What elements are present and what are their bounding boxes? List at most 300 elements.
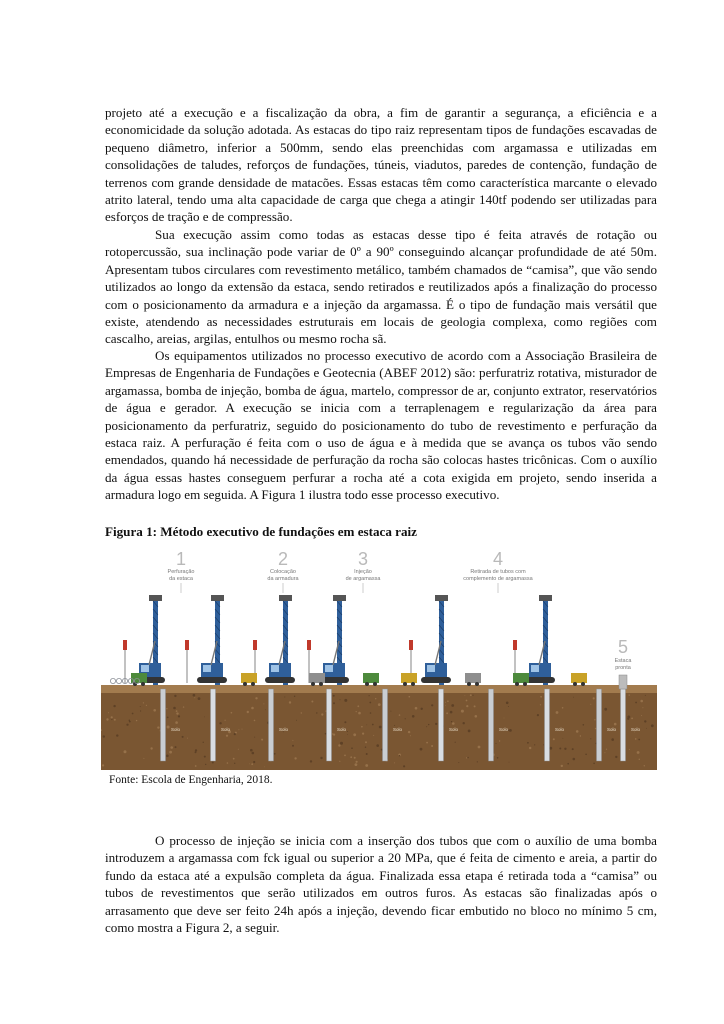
pile-tube <box>211 689 216 761</box>
equipment-wheel <box>319 682 323 686</box>
soil-label: Solo <box>393 727 403 732</box>
step-caption-5-line2: pronta <box>615 665 631 671</box>
equipment-wheel <box>573 682 577 686</box>
soil-speckle <box>644 720 646 722</box>
rig-head <box>435 595 448 601</box>
step-caption-3: Injeção <box>354 569 372 575</box>
soil-speckle <box>594 719 595 720</box>
rig-valve <box>253 640 257 650</box>
soil-speckle <box>234 763 235 764</box>
soil-speckle <box>593 763 595 765</box>
soil-speckle <box>583 724 585 726</box>
soil-speckle <box>445 702 446 703</box>
soil-speckle <box>431 745 433 747</box>
soil-speckle <box>140 710 141 711</box>
drilling-rig <box>123 595 165 685</box>
soil-speckle <box>265 709 266 710</box>
soil-speckle <box>143 702 144 703</box>
soil-speckle <box>227 762 229 764</box>
soil-speckle <box>379 726 382 729</box>
soil-speckle <box>403 765 405 767</box>
soil-speckle <box>576 730 579 733</box>
soil-speckle <box>333 702 335 704</box>
soil-speckle <box>606 749 607 750</box>
soil-speckle <box>580 735 581 736</box>
paragraph-1: projeto até a execução e a fiscalização da obra, a fim de garantir a segurança, a eficiência e a economicidade da solução adotada. As estacas do tipo raiz representam tipos de fundações escavadas de pequeno diâmetro, inferior a 500mm, sendo elas preenchidas com argamassa e utilizadas em consolidações de taludes, reforços de fundações, túneis, viadutos, paredes de contenção, fundação de terrenos com grande densidade de matacões. Essas estacas têm como característica marcante o elevado atrito lateral, tendo uma alta capacidade de carga que chega a atingir 140tf podendo ser utilizadas para esforços de tração e de compressão. <box>105 105 657 225</box>
soil-speckle <box>373 735 374 736</box>
soil-speckle <box>504 718 505 719</box>
soil-speckle <box>103 735 105 737</box>
soil-speckle <box>114 719 116 721</box>
drilling-rig <box>513 595 555 685</box>
soil-speckle <box>124 750 127 753</box>
soil-speckle <box>176 712 178 714</box>
stacked-tube <box>116 678 121 683</box>
soil-speckle <box>338 744 340 746</box>
soil-speckle <box>174 695 176 697</box>
soil-speckle <box>556 711 559 714</box>
soil-speckle <box>195 751 197 753</box>
soil-speckle <box>203 742 204 743</box>
soil-speckle <box>153 709 156 712</box>
soil-speckle <box>497 757 499 759</box>
soil-speckle <box>365 747 366 748</box>
soil-speckle <box>567 763 569 765</box>
soil-speckle <box>509 729 512 732</box>
soil-speckle <box>325 733 327 735</box>
soil-speckle <box>415 707 418 710</box>
soil-speckle <box>150 747 152 749</box>
rig-valve <box>409 640 413 650</box>
soil-speckle <box>250 749 253 752</box>
soil-speckle <box>284 697 285 698</box>
soil-speckle <box>615 756 617 758</box>
soil-speckle <box>358 712 361 715</box>
soil-speckle <box>445 705 446 706</box>
soil-speckle <box>294 696 295 697</box>
rig-tracks <box>197 677 227 683</box>
paragraph-2: Sua execução assim como todas as estacas desse tipo é feita através de rotação ou rotopercussão, sua inclinação pode variar de 0º a 90º conseguindo alcançar profundidade de até 50m. Apresentam tubos circulares com revestimento metálico, também chamados de “camisa”, que vão sendo utilizados ao longo da extensão da estaca, sendo retirados e reutilizados após a finalização do processo com o posicionamento da armadura e a injeção da argamassa. É o tipo de fundação mais versátil que existe, atendendo as necessidades estruturais em locais de geologia complexa, como regiões com cascalho, areias, argilas, entulhos ou mesmo rocha sã. <box>105 227 657 347</box>
soil-speckle <box>465 695 466 696</box>
soil-speckle <box>376 744 379 747</box>
soil-speckle <box>238 729 239 730</box>
soil-speckle <box>369 695 370 696</box>
soil-speckle <box>631 718 633 720</box>
soil-speckle <box>635 702 637 704</box>
step-caption-3-line2: de argamassa <box>345 576 381 582</box>
pile-tube <box>597 689 602 761</box>
soil-speckle <box>365 741 367 743</box>
rig-head <box>211 595 224 601</box>
soil-speckle <box>405 718 406 719</box>
soil-speckle <box>111 719 112 720</box>
rig-valve <box>185 640 189 650</box>
soil-speckle <box>219 722 221 724</box>
soil-speckle <box>446 712 448 714</box>
soil-speckle <box>644 765 645 766</box>
soil-speckle <box>470 694 472 696</box>
step-number-4: 4 <box>492 549 504 569</box>
rig-cab-window <box>203 665 211 672</box>
soil-speckle <box>253 761 255 763</box>
rig-cab-window <box>141 665 149 672</box>
soil-label: Solo <box>607 727 617 732</box>
soil-speckle <box>463 722 465 724</box>
soil-speckle <box>478 746 481 749</box>
step-caption-4: Retirada de tubos com <box>470 569 526 575</box>
soil-speckle <box>573 697 574 698</box>
soil-speckle <box>534 744 535 745</box>
soil-speckle <box>194 697 195 698</box>
soil-label: Solo <box>499 727 509 732</box>
soil-speckle <box>458 762 459 763</box>
soil-speckle <box>378 703 381 706</box>
soil-speckle <box>251 763 253 765</box>
step-caption-5: Estaca <box>614 658 632 664</box>
soil-speckle <box>475 715 478 718</box>
figure-title: Figura 1: Método executivo de fundações em estaca raiz <box>105 524 417 539</box>
soil-speckle <box>212 762 214 764</box>
equipment-wheel <box>475 682 479 686</box>
soil-speckle <box>225 720 226 721</box>
soil-speckle <box>421 708 423 710</box>
pile-tube <box>621 689 626 761</box>
support-equipment <box>401 673 417 683</box>
step-caption-1: Perfuração <box>167 569 195 575</box>
soil-speckle <box>590 704 591 705</box>
stacked-tube <box>110 678 115 683</box>
soil-speckle <box>169 751 172 754</box>
soil-speckle <box>529 747 531 749</box>
step-number-2: 2 <box>277 549 289 569</box>
soil-speckle <box>564 748 566 750</box>
pile-tube <box>545 689 550 761</box>
soil-speckle <box>370 712 372 714</box>
soil-label: Solo <box>555 727 565 732</box>
soil-speckle <box>466 700 468 702</box>
soil-speckle <box>428 724 429 725</box>
soil-speckle <box>111 716 113 718</box>
drilling-rig <box>307 595 349 685</box>
soil-speckle <box>170 746 173 749</box>
soil-speckle <box>234 733 236 735</box>
soil-speckle <box>355 763 358 766</box>
equipment-wheel <box>523 682 527 686</box>
soil-speckle <box>255 697 257 699</box>
soil-speckle <box>466 705 468 707</box>
equipment-wheel <box>365 682 369 686</box>
soil-speckle <box>412 715 415 718</box>
soil-speckle <box>585 754 587 756</box>
rig-valve <box>513 640 517 650</box>
soil-speckle <box>563 738 564 739</box>
soil-speckle <box>204 756 206 758</box>
soil-speckle <box>113 705 115 707</box>
soil-speckle <box>340 742 343 745</box>
rig-cab-window <box>427 665 435 672</box>
soil-speckle <box>431 704 433 706</box>
soil-speckle <box>296 720 297 721</box>
soil-speckle <box>452 722 455 725</box>
soil-speckle <box>347 731 348 732</box>
soil-speckle <box>195 765 197 767</box>
soil-speckle <box>451 721 452 722</box>
soil-speckle <box>366 753 368 755</box>
support-equipment <box>363 673 379 683</box>
soil-speckle <box>611 738 614 741</box>
soil-speckle <box>347 734 348 735</box>
soil-speckle <box>496 743 497 744</box>
soil-speckle <box>369 702 371 704</box>
soil-speckle <box>176 710 178 712</box>
soil-speckle <box>340 699 341 700</box>
pile-tube <box>161 689 166 761</box>
drilling-rig <box>185 595 227 685</box>
soil-label: Solo <box>171 727 181 732</box>
soil-speckle <box>126 724 128 726</box>
soil-speckle <box>549 747 552 750</box>
rig-cab-window <box>325 665 333 672</box>
soil-speckle <box>251 707 254 710</box>
figure-source: Fonte: Escola de Engenharia, 2018. <box>109 774 273 786</box>
soil-label: Solo <box>337 727 347 732</box>
soil-speckle <box>506 702 509 705</box>
soil-speckle <box>242 729 243 730</box>
soil-speckle <box>394 762 395 763</box>
support-equipment <box>309 673 325 683</box>
soil-speckle <box>254 737 255 738</box>
soil-speckle <box>205 764 206 765</box>
soil-speckle <box>252 752 255 755</box>
soil-speckle <box>366 725 367 726</box>
soil-speckle <box>140 706 141 707</box>
soil-speckle <box>261 739 263 741</box>
soil-speckle <box>447 700 449 702</box>
soil-speckle <box>233 758 235 760</box>
soil-speckle <box>540 696 542 698</box>
soil-speckle <box>553 738 555 740</box>
step-caption-2: Colocação <box>270 569 296 575</box>
rig-tracks <box>265 677 295 683</box>
soil-speckle <box>639 759 640 760</box>
soil-speckle <box>356 711 357 712</box>
soil-speckle <box>646 728 647 729</box>
soil-speckle <box>399 714 401 716</box>
soil-speckle <box>361 726 363 728</box>
support-equipment <box>465 673 481 683</box>
soil-speckle <box>477 761 478 762</box>
soil-speckle <box>508 706 509 707</box>
soil-speckle <box>321 713 323 715</box>
soil-speckle <box>559 748 561 750</box>
soil-speckle <box>183 706 184 707</box>
rig-head <box>149 595 162 601</box>
soil-speckle <box>106 718 108 720</box>
soil-speckle <box>362 733 364 735</box>
soil-speckle <box>204 717 205 718</box>
pile-tube <box>439 689 444 761</box>
pile-tube <box>269 689 274 761</box>
soil-speckle <box>408 731 410 733</box>
soil-speckle <box>167 726 170 729</box>
soil-speckle <box>356 761 358 763</box>
soil-speckle <box>226 735 228 737</box>
soil-speckle <box>301 712 302 713</box>
soil-speckle <box>187 738 188 739</box>
soil-speckle <box>167 717 169 719</box>
soil-speckle <box>540 704 541 705</box>
finished-pile-head <box>619 675 627 689</box>
pile-tube <box>489 689 494 761</box>
soil-speckle <box>263 703 264 704</box>
soil-speckle <box>311 701 313 703</box>
pile-tube <box>383 689 388 761</box>
rig-tracks <box>421 677 451 683</box>
soil-speckle <box>146 705 147 706</box>
soil-speckle <box>289 701 291 703</box>
soil-speckle <box>182 736 184 738</box>
equipment-wheel <box>311 682 315 686</box>
drilling-rig <box>253 595 295 685</box>
soil-speckle <box>372 724 374 726</box>
soil-speckle <box>102 764 104 766</box>
step-caption-2-line2: da armadura <box>267 576 299 582</box>
soil-speckle <box>195 749 197 751</box>
soil-speckle <box>604 708 607 711</box>
soil-speckle <box>264 767 265 768</box>
soil-speckle <box>344 721 346 723</box>
soil-speckle <box>543 744 544 745</box>
soil-speckle <box>351 747 353 749</box>
soil-speckle <box>173 707 176 710</box>
soil-speckle <box>527 742 529 744</box>
equipment-wheel <box>403 682 407 686</box>
soil-speckle <box>292 745 294 747</box>
soil-speckle <box>466 757 467 758</box>
soil-speckle <box>561 765 563 767</box>
soil-speckle <box>166 708 167 709</box>
soil-speckle <box>461 710 464 713</box>
soil-speckle <box>143 758 144 759</box>
soil-speckle <box>394 725 395 726</box>
step-number-5: 5 <box>617 637 629 657</box>
rig-tracks <box>525 677 555 683</box>
rig-valve <box>123 640 127 650</box>
soil-speckle <box>332 733 333 734</box>
soil-speckle <box>193 694 196 697</box>
soil-speckle <box>292 740 293 741</box>
soil-speckle <box>157 726 159 728</box>
soil-speckle <box>472 695 473 696</box>
soil-speckle <box>474 705 476 707</box>
soil-speckle <box>344 699 347 702</box>
equipment-wheel <box>373 682 377 686</box>
paragraph-3: Os equipamentos utilizados no processo executivo de acordo com a Associação Brasileira de Empresas de Engenharia de Fundações e Geotecnia (ABEF 2012) são: perfuratriz rotativa, misturador de argamassa, bomba de injeção, bomba de água, martelo, compressor de ar, conjunto extrator, reservatórios de água e gerador. A execução se inicia com a terraplenagem e regularização da área para posicionamento da perfuratriz, seguido do posicionamento do tubo de revestimento e perfuração da estaca raiz. A perfuração é feita com o uso de água e à medida que se avança os tubos vão sendo emendados, quando há necessidade de perfuração da rocha são colocas hastes tricônicas. Com o auxílio da água essas hastes conseguem perfurar a rocha até a cota exigida em projeto, sendo inserida a armadura logo em seguida. A Figura 1 ilustra todo esse processo executivo. <box>105 348 657 503</box>
soil-speckle <box>231 712 233 714</box>
soil-label: Solo <box>279 727 289 732</box>
soil-speckle <box>638 739 640 741</box>
soil-speckle <box>238 749 239 750</box>
soil-speckle <box>353 733 356 736</box>
soil-speckle <box>629 749 630 750</box>
soil-speckle <box>409 696 411 698</box>
soil-speckle <box>604 752 605 753</box>
rig-head <box>333 595 346 601</box>
soil-speckle <box>274 753 276 755</box>
equipment-wheel <box>411 682 415 686</box>
soil-speckle <box>116 734 118 736</box>
soil-speckle <box>593 697 595 699</box>
soil-speckle <box>451 704 454 707</box>
step-caption-4-line2: complemento de argamassa <box>463 576 533 582</box>
equipment-wheel <box>141 682 145 686</box>
soil-speckle <box>426 742 428 744</box>
foundation-process-illustration <box>101 545 657 770</box>
soil-speckle <box>420 748 423 751</box>
soil-speckle <box>365 764 368 767</box>
soil-speckle <box>645 695 646 696</box>
rig-head <box>279 595 292 601</box>
equipment-wheel <box>467 682 471 686</box>
soil-speckle <box>247 711 249 713</box>
equipment-wheel <box>581 682 585 686</box>
soil-label: Solo <box>449 727 459 732</box>
figure-illustration <box>101 545 657 770</box>
soil-speckle <box>198 697 201 700</box>
soil-speckle <box>129 720 131 722</box>
step-caption-1-line2: da estaca <box>169 576 193 582</box>
soil-speckle <box>562 707 564 709</box>
soil-speckle <box>354 757 356 759</box>
equipment-wheel <box>243 682 247 686</box>
soil-speckle <box>595 728 597 730</box>
soil-speckle <box>640 700 643 703</box>
step-number-3: 3 <box>357 549 369 569</box>
soil-speckle <box>310 760 312 762</box>
soil-speckle <box>637 751 640 754</box>
step-number-1: 1 <box>175 549 187 569</box>
soil-speckle <box>509 762 510 763</box>
soil-speckle <box>249 764 250 765</box>
soil-label: Solo <box>631 727 641 732</box>
soil-speckle <box>108 712 109 713</box>
equipment-wheel <box>515 682 519 686</box>
soil-speckle <box>132 713 134 715</box>
soil-speckle <box>572 748 574 750</box>
soil-speckle <box>316 712 317 713</box>
soil-speckle <box>175 746 177 748</box>
pile-tube <box>327 689 332 761</box>
soil-speckle <box>590 738 591 739</box>
soil-speckle <box>136 720 137 721</box>
soil-speckle <box>627 718 629 720</box>
equipment-wheel <box>251 682 255 686</box>
soil-speckle <box>410 735 411 736</box>
soil-surface <box>101 685 657 693</box>
rig-head <box>539 595 552 601</box>
soil-label: Solo <box>221 727 231 732</box>
soil-speckle <box>573 758 576 761</box>
soil-speckle <box>629 694 630 695</box>
soil-speckle <box>375 698 376 699</box>
soil-speckle <box>357 705 359 707</box>
soil-speckle <box>294 757 296 759</box>
soil-speckle <box>450 711 453 714</box>
soil-speckle <box>435 723 437 725</box>
drilling-rig <box>409 595 451 685</box>
soil-speckle <box>339 761 340 762</box>
soil-speckle <box>426 726 427 727</box>
